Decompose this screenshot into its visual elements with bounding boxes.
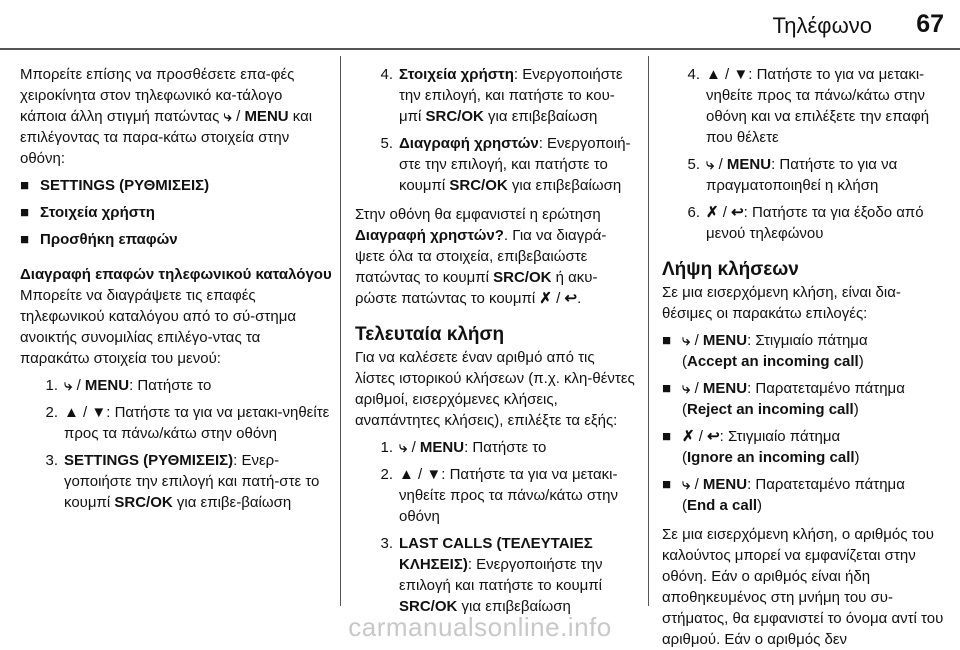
paragraph: Μπορείτε να διαγράψετε τις επαφές τηλεφωνικού καταλόγου από το σύ-στημα ανοικτής συνομιλίας επιλέγο-ντας τα παρακάτω στοιχεία του μενού: xyxy=(20,287,297,367)
list-item: ■ ⤷ / MENU: Στιγμιαίο πάτημα (Accept an incoming call) xyxy=(662,332,868,370)
phone-pickup-icon: ⤷ xyxy=(682,380,691,397)
back-icon: ↩ xyxy=(707,428,720,445)
header-rule xyxy=(0,48,960,50)
list-item: 2. ▲ / ▼: Πατήστε τα για να μετακι-νηθείτε προς τα πάνω/κάτω στην οθόνη xyxy=(380,466,618,525)
list-item: 1. ⤷ / MENU: Πατήστε το xyxy=(380,439,547,456)
list-item: ■ Προσθήκη επαφών xyxy=(20,231,178,248)
phone-pickup-icon: ⤷ xyxy=(223,108,232,125)
list-item: 2. ▲ / ▼: Πατήστε τα για να μετακι-νηθείτε προς τα πάνω/κάτω στην οθόνη xyxy=(45,404,330,442)
page-number: 67 xyxy=(916,10,944,38)
list-item: 5. Διαγραφή χρηστών: Ενεργοποιή-στε την επιλογή, και πατήστε το κουμπί SRC/OK για επιβεβαίωση xyxy=(380,135,631,194)
list-item: 5. ⤷ / MENU: Πατήστε το για να πραγματοποιηθεί η κλήση xyxy=(687,156,898,194)
back-icon: ↩ xyxy=(564,290,578,307)
column-divider xyxy=(340,56,341,606)
column-divider xyxy=(648,56,649,606)
paragraph: Για να καλέσετε έναν αριθμό από τις λίστες ιστορικού κλήσεων (π.χ. κλη-θέντες αριθμοί, εισερχόμενες κλήσεις, αναπάντητες κλήσεις), επιλέξτε τα εξής: xyxy=(355,349,635,429)
paragraph: Σε μια εισερχόμενη κλήση, ο αριθμός του καλούντος μπορεί να εμφανίζεται στην οθόνη. Εάν ο αριθμός είναι ήδη αποθηκευμένος στη μνήμη του συ-στήματος, θα εμφανιστεί το όνομα αντί του αριθμού. Εάν ο αριθμός δεν xyxy=(662,526,944,648)
paragraph: Στην οθόνη θα εμφανιστεί η ερώτηση Διαγραφή χρηστών?. Για να διαγρά-ψετε όλα τα στοιχεία, επιβεβαιώστε πατώντας το κουμπί SRC/OK ή ακυ-ρώστε πατώντας το κουμπί ✗ / ↩. xyxy=(355,206,607,307)
phone-pickup-icon: ⤷ xyxy=(706,156,715,173)
phone-pickup-icon: ⤷ xyxy=(682,476,691,493)
list-item: 3. LAST CALLS (ΤΕΛΕΥΤΑΙΕΣ ΚΛΗΣΕΙΣ): Ενεργοποιήστε την επιλογή και πατήστε το κουμπί SRC/OK για επιβεβαίωση xyxy=(380,535,603,615)
phone-pickup-icon: ⤷ xyxy=(682,332,691,349)
hangup-icon: ✗ xyxy=(706,204,719,221)
column-2 xyxy=(355,64,635,617)
list-item: ■ Στοιχεία χρήστη xyxy=(20,204,155,221)
column-1 xyxy=(20,64,332,513)
section-heading: Διαγραφή επαφών τηλεφωνικού καταλόγου xyxy=(20,266,332,283)
phone-pickup-icon: ⤷ xyxy=(64,377,73,394)
watermark: carmanualsonline.info xyxy=(348,612,612,642)
list-item: 1. ⤷ / MENU: Πατήστε το xyxy=(45,377,212,394)
list-item: 4. Στοιχεία χρήστη: Ενεργοποιήστε την επιλογή, και πατήστε το κου-μπί SRC/OK για επιβεβαίωση xyxy=(380,66,623,125)
down-arrow-icon: ▼ xyxy=(426,466,442,483)
page-title: Τηλέφωνο xyxy=(772,13,872,38)
back-icon: ↩ xyxy=(731,204,744,221)
list-item: 6. ✗ / ↩: Πατήστε τα για έξοδο από μενού τηλεφώνου xyxy=(687,204,924,242)
intro-paragraph: Μπορείτε επίσης να προσθέσετε επα-φές χειροκίνητα στον τηλεφωνικό κα-τάλογο κάποια άλλη στιγμή πατώντας ⤷ / MENU και επιλέγοντας τα παρα-κάτω στοιχεία στην οθόνη: xyxy=(20,66,313,167)
hangup-icon: ✗ xyxy=(682,428,695,445)
page-header xyxy=(0,0,960,48)
paragraph: Σε μια εισερχόμενη κλήση, είναι δια-θέσιμες οι παρακάτω επιλογές: xyxy=(662,284,901,322)
section-heading: Τελευταία κλήση xyxy=(355,324,505,345)
down-arrow-icon: ▼ xyxy=(91,404,107,421)
up-arrow-icon: ▲ xyxy=(64,404,79,421)
section-heading: Λήψη κλήσεων xyxy=(662,259,799,280)
list-item: ■ ⤷ / MENU: Παρατεταμένο πάτημα (End a call) xyxy=(662,476,905,514)
list-item: 3. SETTINGS (ΡΥΘΜΙΣΕΙΣ): Ενερ-γοποιήστε την επιλογή και πατή-στε το κουμπί SRC/OK για επιβε-βαίωση xyxy=(45,452,320,511)
list-item: 4. ▲ / ▼: Πατήστε το για να μετακι-νηθείτε προς τα πάνω/κάτω στην οθόνη και να επιλέξετε την επαφή που θέλετε xyxy=(687,66,930,146)
up-arrow-icon: ▲ xyxy=(399,466,414,483)
up-arrow-icon: ▲ xyxy=(706,66,721,83)
hangup-icon: ✗ xyxy=(539,290,552,307)
list-item: ■ ⤷ / MENU: Παρατεταμένο πάτημα (Reject an incoming call) xyxy=(662,380,905,418)
down-arrow-icon: ▼ xyxy=(733,66,749,83)
list-item: ■ SETTINGS (ΡΥΘΜΙΣΕΙΣ) xyxy=(20,177,210,194)
phone-pickup-icon: ⤷ xyxy=(399,439,408,456)
column-3 xyxy=(662,64,950,650)
list-item: ■ ✗ / ↩: Στιγμιαίο πάτημα (Ignore an incoming call) xyxy=(662,428,860,466)
